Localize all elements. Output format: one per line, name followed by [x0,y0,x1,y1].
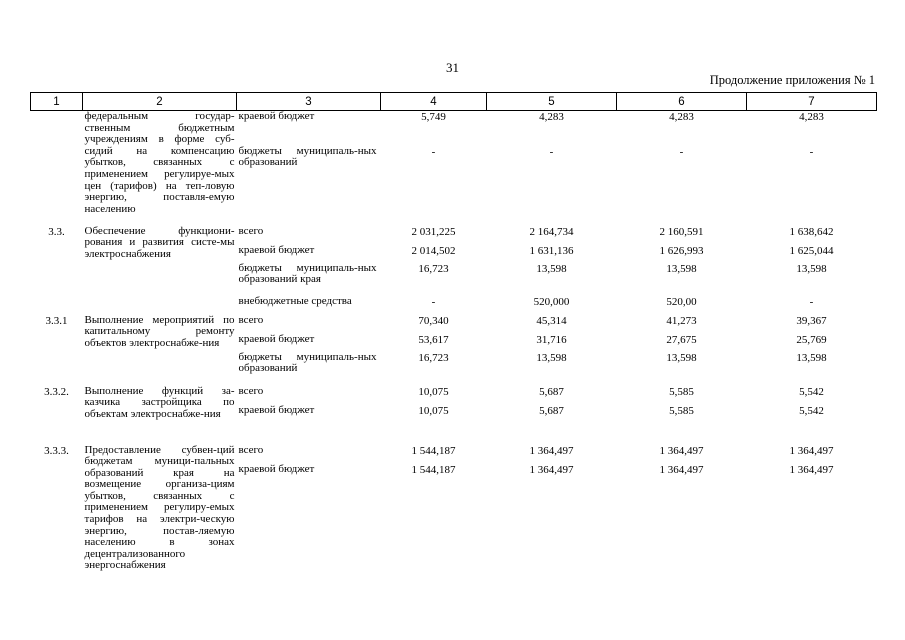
value-col4: - [431,145,436,158]
value-col5: 5,687 [539,404,564,417]
col-header-5: 5 [487,93,617,111]
value-col7: 1 364,497 [789,463,834,476]
col-header-4: 4 [381,93,487,111]
value-col7: 39,367 [796,314,827,327]
header-row [31,93,877,111]
funding-source: внебюджетные средства [238,294,352,307]
value-col6: 5,585 [669,385,694,398]
row-index: 3.3.2. [44,385,69,398]
funding-source: всего [238,384,264,397]
value-col4: 1 544,187 [411,444,456,457]
value-col6: 1 626,993 [659,244,704,257]
value-col7: 1 638,642 [789,225,834,238]
value-col6: 27,675 [666,333,697,346]
row-description: Предоставление субвен-ций бюджетам муници-пальных образований края на возмещение организа-циям убытков, связанных с применением регулиру-емых тарифов на электри-ческую энергию, постав-ляемую населению в зонах децентрализованного энергоснабжения [84,443,235,572]
table-row [31,315,877,334]
col-header-6: 6 [617,93,747,111]
row-index [31,111,83,226]
col-header-3: 3 [237,93,381,111]
value-col7: 5,542 [799,385,824,398]
value-col6: 13,598 [666,351,697,364]
row-description: Выполнение мероприятий по капитальному ремонту объектов электроснабже-ния [84,313,235,349]
funding-source: бюджеты муниципаль-ных образований края [238,261,377,286]
value-col7: - [809,295,814,308]
funding-source: бюджеты муниципаль-ных образований [238,144,377,169]
row-index: 3.3.1 [45,314,68,327]
funding-source: всего [238,224,264,237]
value-col5: 2 164,734 [529,225,574,238]
table-row [31,445,877,464]
value-col4: 70,340 [418,314,449,327]
value-col4: 10,075 [418,404,449,417]
funding-source: бюджеты муниципаль-ных образований [238,350,377,375]
value-col5: 45,314 [536,314,567,327]
value-col6: 4,283 [669,111,694,123]
value-col4: - [431,295,436,308]
value-col5: 1 631,136 [529,244,574,257]
row-index: 3.3. [48,225,65,238]
value-col5: 520,000 [533,295,570,308]
value-col5: 1 364,497 [529,463,574,476]
value-col6: 1 364,497 [659,444,704,457]
funding-source: всего [238,443,264,456]
value-col5: 1 364,497 [529,444,574,457]
value-col6: 520,00 [666,295,697,308]
funding-source: всего [238,313,264,326]
col-header-1: 1 [31,93,83,111]
page-number: 31 [446,60,459,75]
value-col5: 4,283 [539,111,564,123]
value-col7: - [809,145,814,158]
row-index: 3.3.3. [44,444,69,457]
funding-source: краевой бюджет [238,110,315,122]
value-col5: 13,598 [536,262,567,275]
row-description: Обеспечение функциони-рования и развития систе-мы электроснабжения [84,224,235,260]
value-col4: 1 544,187 [411,463,456,476]
value-col4: 16,723 [418,262,449,275]
value-col7: 13,598 [796,351,827,364]
funding-source: краевой бюджет [238,403,315,416]
continuation-note: Продолжение приложения № 1 [709,73,875,87]
table-row [31,111,877,146]
funding-source: краевой бюджет [238,462,315,475]
col-header-2: 2 [83,93,237,111]
value-col6: 41,273 [666,314,697,327]
table-row [31,226,877,245]
row-description: Выполнение функций за-казчика застройщика по объектам электроснабже-ния [84,384,235,420]
value-col4: 2 014,502 [411,244,456,257]
value-col6: 5,585 [669,404,694,417]
col-header-7: 7 [747,93,877,111]
value-col5: 5,687 [539,385,564,398]
value-col7: 1 364,497 [789,444,834,457]
value-col7: 5,542 [799,404,824,417]
value-col4: 16,723 [418,351,449,364]
table-row [31,386,877,405]
value-col5: 31,716 [536,333,567,346]
value-col7: 4,283 [799,111,824,123]
value-col4: 5,749 [421,111,446,123]
value-col4: 10,075 [418,385,449,398]
funding-source: краевой бюджет [238,332,315,345]
funding-source: краевой бюджет [238,243,315,256]
value-col7: 13,598 [796,262,827,275]
value-col7: 25,769 [796,333,827,346]
value-col4: 53,617 [418,333,449,346]
value-col5: 13,598 [536,351,567,364]
value-col6: 2 160,591 [659,225,704,238]
value-col6: 13,598 [666,262,697,275]
value-col6: - [679,145,684,158]
value-col5: - [549,145,554,158]
value-col6: 1 364,497 [659,463,704,476]
budget-table [30,92,877,584]
row-description: федеральным государ-ственным бюджетным учреждениям в форме суб-сидий на компенсацию убытков, связанных с применением регулируе-мых цен (тарифов) на теп-ловую энергию, поставля-емую населению [84,110,235,215]
value-col7: 1 625,044 [789,244,834,257]
value-col4: 2 031,225 [411,225,456,238]
